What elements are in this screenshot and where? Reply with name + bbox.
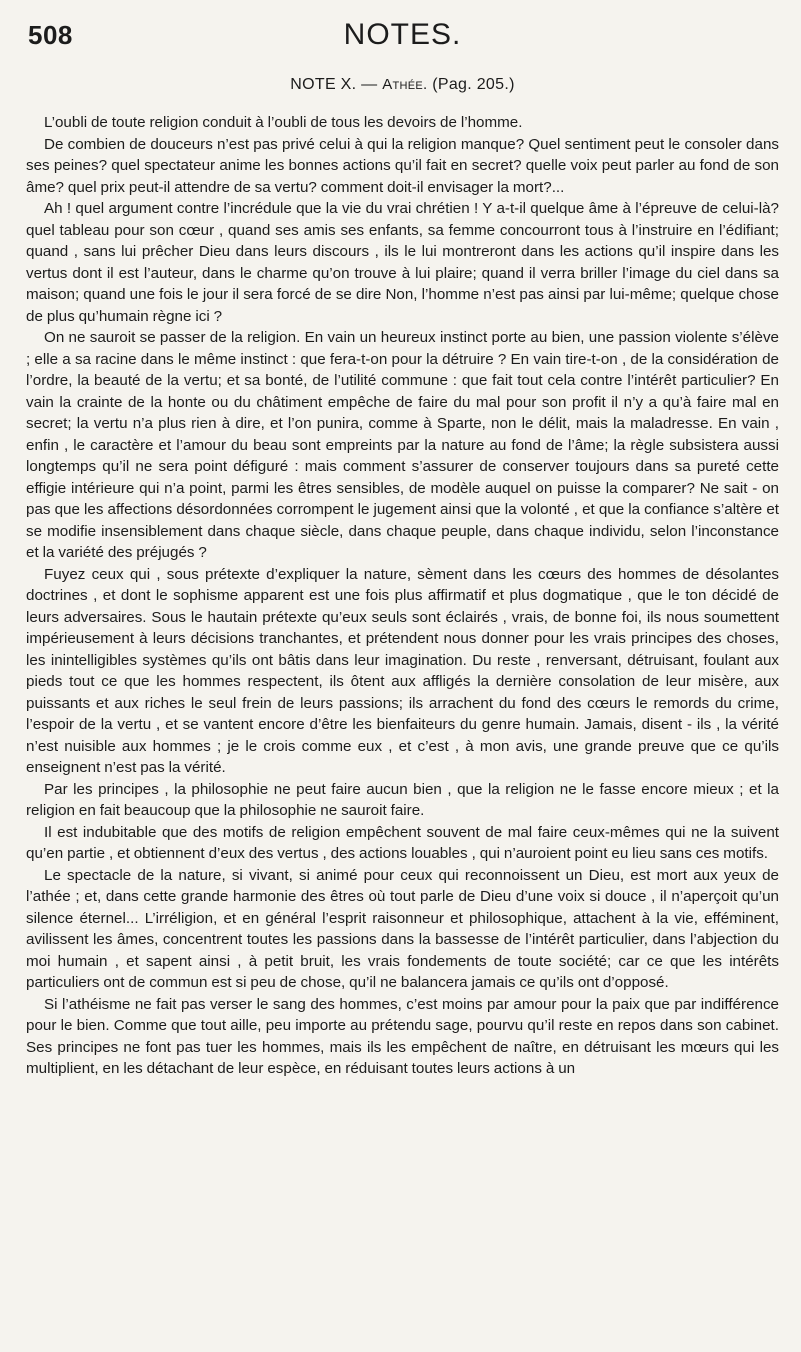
paragraph: Par les principes , la philosophie ne peut faire aucun bien , que la religion ne le fasse encore mieux ; et la religion en fait beaucoup que la philosophie ne sauroit faire. <box>26 780 779 819</box>
page-number: 508 <box>28 20 73 50</box>
note-heading <box>26 76 779 94</box>
paragraph: De combien de douceurs n’est pas privé celui à qui la religion manque? Quel sentiment peut le consoler dans ses peines? quel spectateur anime les bonnes actions qu’il fait en secret? quelle voix peut parler au fond de son âme? quel prix peut-il attendre de sa vertu? comment doit-il envisager la mort?... <box>26 135 779 196</box>
paragraph: Ah ! quel argument contre l’incrédule que la vie du vrai chrétien ! Y a-t-il quelque âme à l’épreuve de celui-là? quel tableau pour son cœur , quand ses amis ses enfants, sa femme concourront tous à l’instruire en l’édifiant; quand , sans lui prêcher Dieu dans leurs discours , ils le lui montreront dans les actions qu’il inspire dans les vertus dont il est l’auteur, dans le charme qu’on trouve à lui plaire; quand il verra briller l’image du ciel dans sa maison; quand une fois le jour il sera forcé de se dire Non, l’homme n’est pas ainsi par lui-même; quelque chose de plus qu’humain règne ici ? <box>26 200 779 325</box>
running-title: NOTES. <box>343 18 462 51</box>
paragraph: On ne sauroit se passer de la religion. En vain un heureux instinct porte au bien, une passion violente s’élève ; elle a sa racine dans le même instinct : que fera-t-on pour la détruire ? En vain tire-t-on , de la considération de l’ordre, la beauté de la vertu; et sa bonté, de l’utilité commune : que fait tout cela contre l’intérêt particulier? En vain la crainte de la honte ou du châtiment empêche de faire du mal pour son profit il n’y a qu’à faire mal en secret; la vertu n’a plus rien à dire, et l’on punira, comme à Sparte, non le délit, mais la maladresse. En vain , enfin , le caractère et l’amour du beau sont empreints par la nature au fond de l’âme; la règle subsistera aussi longtemps qu’il ne sera point défiguré : mais comment s’assurer de conserver toujours dans sa pureté cette effigie intérieure qui n’a point, parmi les êtres sensibles, de modèle auquel on puisse la comparer? Ne sait - on pas que les affections désordonnées corrompent le jugement ainsi que la volonté , et que la confiance s’altère et se modifie insensiblement dans chaque siècle, dans chaque peuple, dans chaque individu, selon l’inconstance et la variété des préjugés ? <box>26 329 779 561</box>
note-body <box>26 112 779 1080</box>
note-page-reference: (Pag. 205.) <box>432 76 515 93</box>
paragraph: Si l’athéisme ne fait pas verser le sang des hommes, c’est moins par amour pour la paix que par indifférence pour le bien. Comme que tout aille, peu importe au prétendu sage, pourvu qu’il reste en repos dans son cabinet. Ses principes ne font pas tuer les hommes, mais ils les empêchent de naître, en détruisant les mœurs qui les multiplient, en les détachant de leur espèce, en réduisant toutes leurs actions à un <box>26 995 779 1077</box>
paragraph: Fuyez ceux qui , sous prétexte d’expliquer la nature, sèment dans les cœurs des hommes de désolantes doctrines , et dont le sophisme apparent est une fois plus affirmatif et plus dogmatique , que le ton décidé de leurs adversaires. Sous le hautain prétexte qu’eux seuls sont éclairés , vrais, de bonne foi, ils nous soumettent impérieusement à leurs décisions tranchantes, et prétendent nous donner pour les vrais principes des choses, les inintelligibles systèmes qu’ils ont bâtis dans leur imagination. Du reste , renversant, détruisant, foulant aux pieds tout ce que les hommes respectent, ils ôtent aux affligés la dernière consolation de leur misère, aux puissants et aux riches le seul frein de leurs passions; ils arrachent du fond des cœurs le remords du crime, l’espoir de la vertu , et se vantent encore d’être les bienfaiteurs du genre humain. Jamais, disent - ils , la vérité n’est nuisible aux hommes ; je le crois comme eux , et c’est , à mon avis, une grande preuve que ce qu’ils enseignent n’est pas la vérité. <box>26 565 779 776</box>
running-head <box>26 18 779 54</box>
note-label: NOTE X. — <box>290 76 378 93</box>
note-name: Athée. <box>382 76 428 93</box>
paragraph: L’oubli de toute religion conduit à l’oubli de tous les devoirs de l’homme. <box>44 114 523 131</box>
paragraph: Le spectacle de la nature, si vivant, si animé pour ceux qui reconnoissent un Dieu, est mort aux yeux de l’athée ; et, dans cette grande harmonie des êtres où tout parle de Dieu d’une voix si douce , il n’aperçoit qu’un silence éternel... L’irréligion, et en général l’esprit raisonneur et philosophique, attachent à la vie, efféminent, avilissent les âmes, concentrent toutes les passions dans la bassesse de l’intérêt particulier, dans l’abjection du moi humain , et sapent ainsi , à petit bruit, les vrais fondements de toute société; car ce que les intérêts particuliers ont de commun est si peu de chose, qu’il ne balancera jamais ce qu’ils ont d’opposé. <box>26 866 779 991</box>
paragraph: Il est indubitable que des motifs de religion empêchent souvent de mal faire ceux-mêmes qui ne la suivent qu’en partie , et obtiennent d’eux des vertus , des actions louables , qui n’auroient point eu lieu sans ces motifs. <box>26 823 779 862</box>
